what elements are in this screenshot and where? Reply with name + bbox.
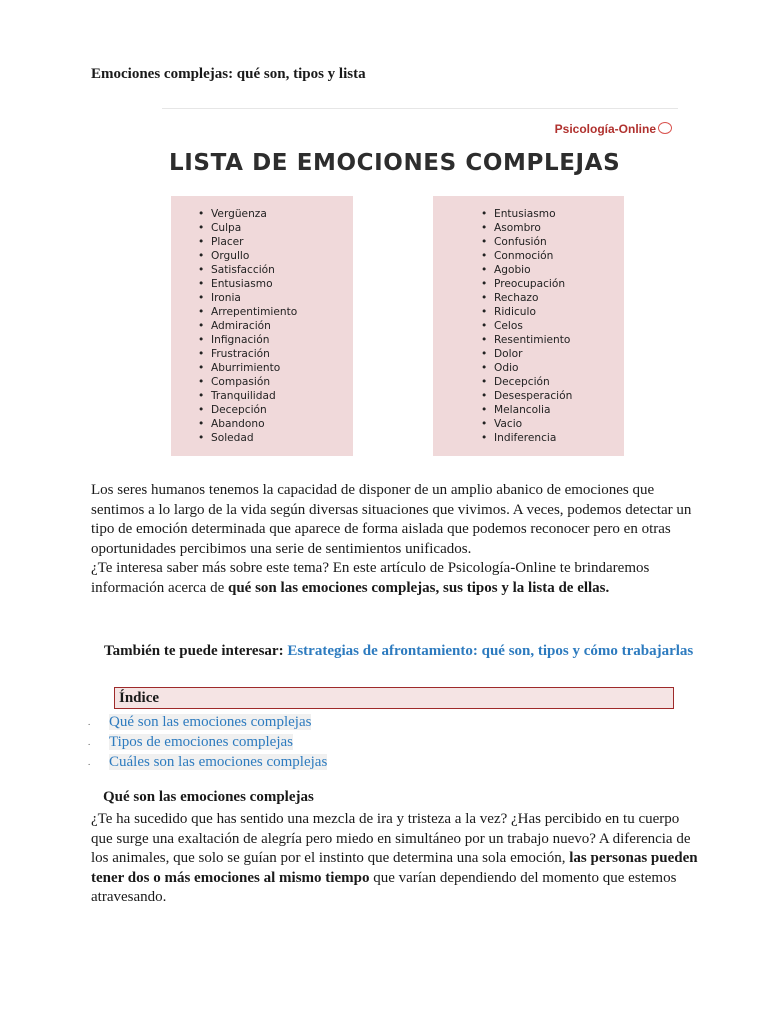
bullet-icon: .	[88, 717, 91, 727]
brain-icon	[658, 122, 672, 134]
emotion-item: • Placer	[211, 235, 353, 249]
emotion-item: • Satisfacción	[211, 263, 353, 277]
bullet-icon: .	[88, 757, 91, 767]
related-article	[104, 642, 704, 662]
index-header	[114, 687, 674, 709]
emotion-item: • Aburrimiento	[211, 361, 353, 375]
emotion-item: • Confusión	[494, 235, 624, 249]
emotion-item: • Frustración	[211, 347, 353, 361]
table-of-contents	[88, 712, 327, 772]
emotion-item: • Abandono	[211, 417, 353, 431]
emotion-item: • Orgullo	[211, 249, 353, 263]
emotion-item: • Decepción	[211, 403, 353, 417]
brand-name: Psicología-Online	[554, 122, 656, 136]
emotion-item: • Entusiasmo	[211, 277, 353, 291]
toc-link-tipos[interactable]: Tipos de emociones complejas	[109, 734, 294, 750]
left-emotions-column	[171, 196, 353, 456]
left-emotions-list	[171, 196, 353, 445]
emotion-item: • Arrepentimiento	[211, 305, 353, 319]
emotion-item: • Vacio	[494, 417, 624, 431]
emotions-infographic	[162, 114, 678, 470]
emotion-item: • Culpa	[211, 221, 353, 235]
brand-logo	[555, 122, 672, 136]
related-link[interactable]: Estrategias de afrontamiento: qué son, tipos y cómo trabajarlas	[287, 643, 694, 659]
intro-paragraph	[91, 481, 701, 598]
emotion-item: • Conmoción	[494, 249, 624, 263]
emotion-item: • Ironia	[211, 291, 353, 305]
divider	[162, 108, 678, 109]
emotion-item: • Infignación	[211, 333, 353, 347]
intro-text-1: Los seres humanos tenemos la capacidad de disponer de un amplio abanico de emociones que sentimos a lo largo de la vida según diversas situaciones que vivimos. A veces, podemos detectar un tipo de emoción determinada que aparece de forma aislada que podemos reconocer pero en otras oportunidades percibimos una serie de sentimientos unificados.	[91, 482, 692, 557]
intro-bold: qué son las emociones complejas, sus tipos y la lista de ellas.	[228, 579, 610, 596]
emotion-item: • Decepción	[494, 375, 624, 389]
toc-item	[88, 712, 327, 732]
right-emotions-column	[433, 196, 624, 456]
toc-item	[88, 732, 327, 752]
section-heading: Qué son las emociones complejas	[103, 789, 314, 805]
emotion-item: • Indiferencia	[494, 431, 624, 445]
intro-text-2: ¿Te interesa saber más sobre este tema? En este artículo de Psicología-Online te brindaremos información acerca de	[91, 560, 650, 596]
toc-link-que-son[interactable]: Qué son las emociones complejas	[109, 714, 312, 730]
emotion-item: • Melancolia	[494, 403, 624, 417]
emotion-item: • Ridiculo	[494, 305, 624, 319]
section-paragraph	[91, 810, 701, 908]
emotion-item: • Celos	[494, 319, 624, 333]
emotion-item: • Preocupación	[494, 277, 624, 291]
right-emotions-list	[433, 196, 624, 445]
infographic-title: LISTA DE EMOCIONES COMPLEJAS	[169, 150, 621, 176]
emotion-item: • Vergüenza	[211, 207, 353, 221]
emotion-item: • Tranquilidad	[211, 389, 353, 403]
emotion-item: • Compasión	[211, 375, 353, 389]
toc-link-cuales[interactable]: Cuáles son las emociones complejas	[109, 754, 328, 770]
toc-item	[88, 752, 327, 772]
emotion-item: • Odio	[494, 361, 624, 375]
emotion-item: • Asombro	[494, 221, 624, 235]
emotion-item: • Desesperación	[494, 389, 624, 403]
emotion-item: • Entusiasmo	[494, 207, 624, 221]
emotion-item: • Resentimiento	[494, 333, 624, 347]
index-title: Índice	[119, 690, 160, 706]
emotion-item: • Rechazo	[494, 291, 624, 305]
document-title: Emociones complejas: qué son, tipos y lista	[91, 66, 366, 82]
emotion-item: • Dolor	[494, 347, 624, 361]
bullet-icon: .	[88, 737, 91, 747]
emotion-item: • Soledad	[211, 431, 353, 445]
emotion-item: • Agobio	[494, 263, 624, 277]
emotion-item: • Admiración	[211, 319, 353, 333]
section-text-1: ¿Te ha sucedido que has sentido una mezcla de ira y tristeza a la vez? ¿Has percibido en tu cuerpo que surge una exaltación de alegría pero miedo en simultáneo por un trabajo nuevo? A diferencia de los animales, que solo se guían por el instinto que determina una sola emoción,	[91, 811, 691, 866]
section-text-2: que varían dependiendo del momento que estemos atravesando.	[91, 869, 677, 905]
related-lead: También te puede interesar:	[104, 643, 284, 659]
section-bold: las personas pueden tener dos o más emociones al mismo tiempo	[91, 850, 698, 886]
